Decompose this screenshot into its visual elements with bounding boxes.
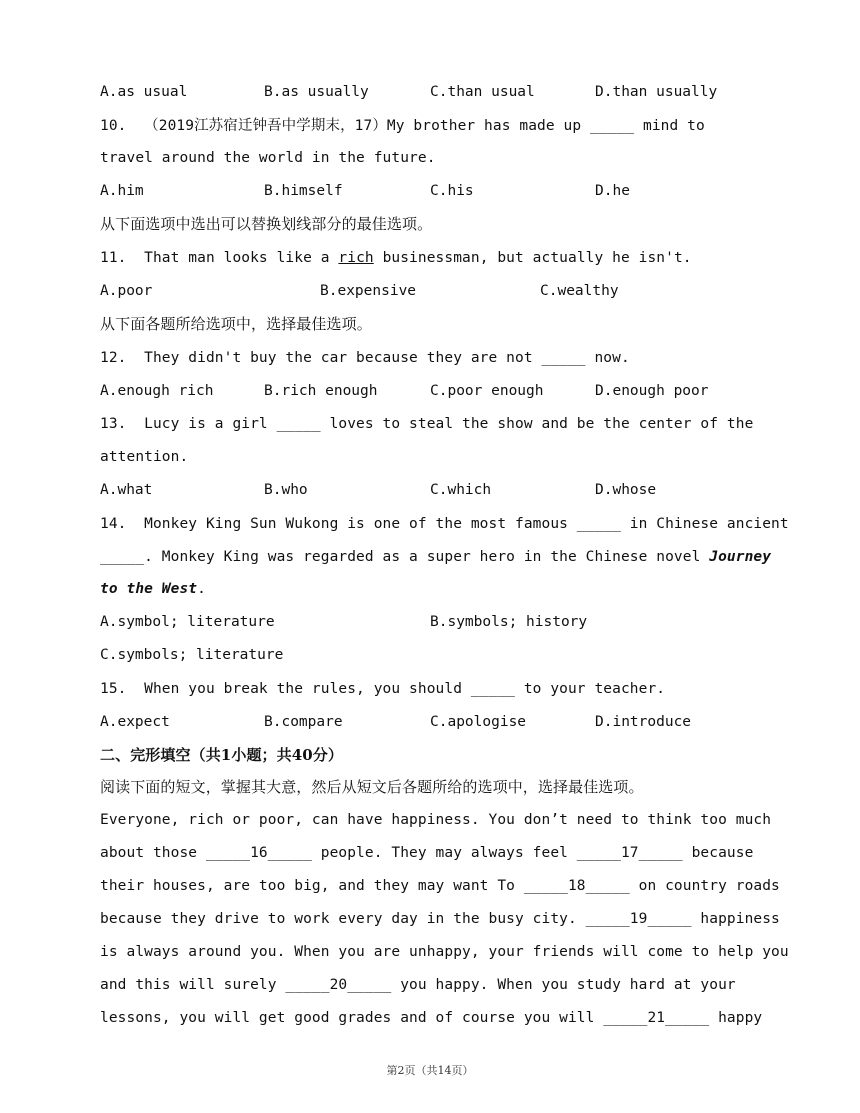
q14-stem-line3-post: . bbox=[197, 581, 206, 597]
q14-option-b: B.symbols; history bbox=[430, 614, 588, 630]
q12-option-a: A.enough rich bbox=[100, 383, 214, 399]
q14-novel-title-part1: Journey bbox=[709, 549, 772, 565]
q11-underlined-word: rich bbox=[338, 250, 374, 266]
section-instruction-replace: 从下面选项中选出可以替换划线部分的最佳选项。 bbox=[100, 215, 433, 233]
q12-option-c: C.poor enough bbox=[430, 383, 544, 399]
q10-option-d: D.he bbox=[595, 183, 630, 199]
section-instruction-choose: 从下面各题所给选项中，选择最佳选项。 bbox=[100, 315, 372, 333]
q13-option-d: D.whose bbox=[595, 482, 657, 498]
q14-novel-title-part2: to the West bbox=[100, 581, 198, 597]
passage-line-2: about those _____16_____ people. They may always feel _____17_____ because bbox=[100, 845, 754, 861]
passage-line-1: Everyone, rich or poor, can have happiness. You don’t need to think too much bbox=[100, 812, 772, 828]
q11-option-c: C.wealthy bbox=[540, 283, 619, 299]
q9-option-c: C.than usual bbox=[430, 84, 535, 100]
q15-stem: 15. When you break the rules, you should _____ to your teacher. bbox=[100, 681, 666, 697]
q12-option-b: B.rich enough bbox=[264, 383, 378, 399]
q11-stem-post: businessman, but actually he isn't. bbox=[373, 250, 692, 266]
q9-option-d: D.than usually bbox=[595, 84, 718, 100]
q10-option-a: A.him bbox=[100, 183, 144, 199]
passage-line-4: because they drive to work every day in the busy city. _____19_____ happiness bbox=[100, 911, 780, 927]
passage-line-5: is always around you. When you are unhappy, your friends will come to help you bbox=[100, 944, 789, 960]
q10-stem-line2: travel around the world in the future. bbox=[100, 150, 436, 166]
section2-title: 二、完形填空（共1小题；共40分） bbox=[100, 746, 344, 764]
q13-stem-line1: 13. Lucy is a girl _____ loves to steal the show and be the center of the bbox=[100, 416, 754, 432]
page-footer: 第2页（共14页） bbox=[386, 1064, 474, 1077]
q15-option-c: C.apologise bbox=[430, 714, 527, 730]
passage-line-3: their houses, are too big, and they may want To _____18_____ on country roads bbox=[100, 878, 780, 894]
q13-option-c: C.which bbox=[430, 482, 492, 498]
q11-stem bbox=[100, 248, 692, 268]
q13-stem-line2: attention. bbox=[100, 449, 189, 465]
passage-line-6: and this will surely _____20_____ you happy. When you study hard at your bbox=[100, 977, 736, 993]
q14-stem-line1: 14. Monkey King Sun Wukong is one of the most famous _____ in Chinese ancient bbox=[100, 516, 789, 532]
q14-stem-line2-text: _____. Monkey King was regarded as a super hero in the Chinese novel bbox=[100, 549, 710, 565]
q13-option-a: A.what bbox=[100, 482, 153, 498]
passage-line-7: lessons, you will get good grades and of course you will _____21_____ happy bbox=[100, 1010, 763, 1026]
q15-option-d: D.introduce bbox=[595, 714, 692, 730]
q9-option-a: A.as usual bbox=[100, 84, 188, 100]
q12-stem: 12. They didn't buy the car because they are not _____ now. bbox=[100, 350, 630, 366]
q11-option-b: B.expensive bbox=[320, 283, 417, 299]
q14-stem-line2 bbox=[100, 547, 771, 567]
q14-stem-line3 bbox=[100, 579, 206, 599]
q12-option-d: D.enough poor bbox=[595, 383, 709, 399]
q13-option-b: B.who bbox=[264, 482, 308, 498]
q11-option-a: A.poor bbox=[100, 283, 153, 299]
q15-option-b: B.compare bbox=[264, 714, 343, 730]
q10-stem-line1: 10. （2019江苏宿迁钟吾中学期末，17）My brother has made up _____ mind to bbox=[100, 118, 705, 134]
q14-option-a: A.symbol; literature bbox=[100, 614, 275, 630]
q15-option-a: A.expect bbox=[100, 714, 170, 730]
q14-option-c: C.symbols; literature bbox=[100, 647, 284, 663]
section2-instruction: 阅读下面的短文，掌握其大意，然后从短文后各题所给的选项中，选择最佳选项。 bbox=[100, 778, 644, 796]
q10-option-c: C.his bbox=[430, 183, 474, 199]
q11-stem-pre: 11. That man looks like a bbox=[100, 250, 339, 266]
q10-option-b: B.himself bbox=[264, 183, 343, 199]
q9-option-b: B.as usually bbox=[264, 84, 369, 100]
